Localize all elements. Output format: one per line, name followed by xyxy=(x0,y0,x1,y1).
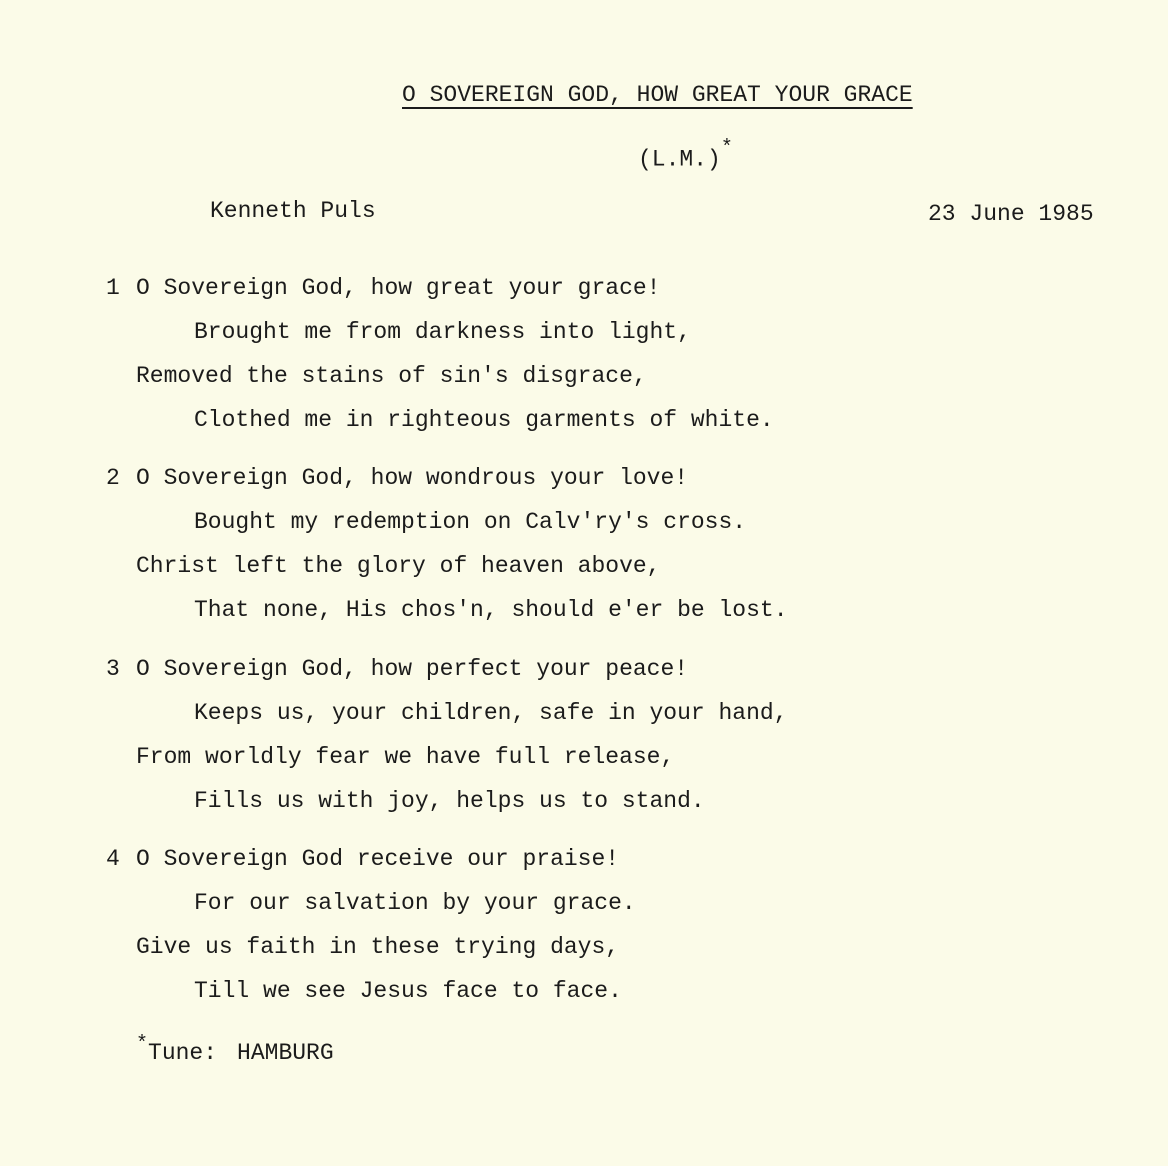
footnote-marker: * xyxy=(136,1033,149,1056)
line-text: Bought my redemption on Calv'ry's cross. xyxy=(194,509,747,535)
meter-footnote-marker: * xyxy=(720,137,733,160)
tune-footnote xyxy=(136,1033,334,1066)
tune-name: HAMBURG xyxy=(237,1040,334,1066)
line-text: Brought me from darkness into light, xyxy=(194,319,691,345)
line-text: Fills us with joy, helps us to stand. xyxy=(194,788,705,814)
line-text: That none, His chos'n, should e'er be lost. xyxy=(194,597,788,623)
stanza-number: 1 xyxy=(106,275,120,301)
line-text: Clothed me in righteous garments of white. xyxy=(194,407,774,433)
stanza-line xyxy=(106,317,774,361)
stanza-line xyxy=(106,654,788,698)
stanza-line xyxy=(106,932,636,976)
composition-date: 23 June 1985 xyxy=(928,201,1094,227)
stanza-3 xyxy=(106,654,788,830)
stanza-line xyxy=(106,405,774,449)
stanza-line xyxy=(106,888,636,932)
tune-label: Tune: xyxy=(148,1040,218,1066)
line-text: Give us faith in these trying days, xyxy=(136,934,620,960)
line-text: O Sovereign God receive our praise! xyxy=(136,846,620,872)
author-name: Kenneth Puls xyxy=(210,198,376,224)
line-text: Removed the stains of sin's disgrace, xyxy=(136,363,647,389)
stanza-line xyxy=(106,698,788,742)
stanza-line xyxy=(106,742,788,786)
meter-text: (L.M.) xyxy=(638,146,721,173)
stanza-1 xyxy=(106,273,774,449)
stanza-line xyxy=(106,551,788,595)
line-text: For our salvation by your grace. xyxy=(194,890,636,916)
stanza-2 xyxy=(106,463,788,639)
meter-label xyxy=(638,137,733,173)
stanza-number: 4 xyxy=(106,846,120,872)
stanza-4 xyxy=(106,844,636,1020)
line-text: Till we see Jesus face to face. xyxy=(194,978,622,1004)
line-text: O Sovereign God, how perfect your peace! xyxy=(136,656,689,682)
line-text: O Sovereign God, how great your grace! xyxy=(136,275,661,301)
stanza-line xyxy=(106,595,788,639)
stanza-line xyxy=(106,786,788,830)
stanza-line xyxy=(106,976,636,1020)
stanza-number: 3 xyxy=(106,656,120,682)
line-text: Keeps us, your children, safe in your hand, xyxy=(194,700,788,726)
line-text: Christ left the glory of heaven above, xyxy=(136,553,661,579)
stanza-line xyxy=(106,507,788,551)
stanza-line xyxy=(106,844,636,888)
hymn-title: O SOVEREIGN GOD, HOW GREAT YOUR GRACE xyxy=(402,82,913,108)
line-text: O Sovereign God, how wondrous your love! xyxy=(136,465,689,491)
stanza-line xyxy=(106,361,774,405)
stanza-line xyxy=(106,463,788,507)
stanza-line xyxy=(106,273,774,317)
line-text: From worldly fear we have full release, xyxy=(136,744,675,770)
stanza-number: 2 xyxy=(106,465,120,491)
